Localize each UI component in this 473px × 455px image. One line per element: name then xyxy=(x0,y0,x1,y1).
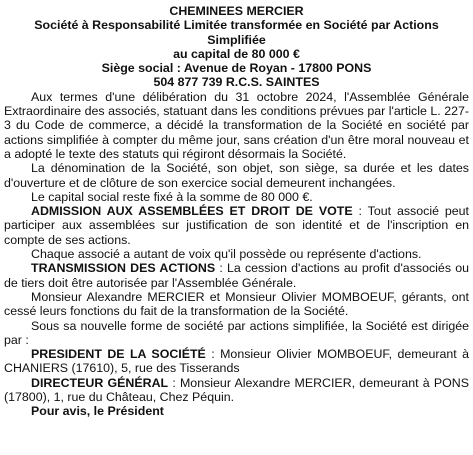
transmission-text: : La cession d'actions au profit d'associés ou de tiers doit être autorisée par l'Assemblée Générale. xyxy=(4,261,469,290)
closing-signature: Pour avis, le Président xyxy=(31,404,164,419)
company-form-line1: Société à Responsabilité Limitée transformée en Société par Actions xyxy=(34,18,439,33)
company-form-line2: Simplifiée xyxy=(207,32,266,47)
voting-paragraph: Chaque associé a autant de voix qu'il possède ou représente d'actions. xyxy=(31,247,422,262)
president-paragraph xyxy=(4,347,469,376)
managers-paragraph: Monsieur Alexandre MERCIER et Monsieur Olivier MOMBOEUF, gérants, ont cessé leurs fonctions du fait de la transformation de la Société. xyxy=(4,289,469,319)
company-rcs: 504 877 739 R.C.S. SAINTES xyxy=(153,75,320,90)
transmission-title: TRANSMISSION DES ACTIONS xyxy=(31,261,216,276)
capital-paragraph: Le capital social reste fixé à la somme de 80 000 €. xyxy=(31,189,313,204)
company-seat: Siège social : Avenue de Royan - 17800 PONS xyxy=(101,61,372,76)
admission-text: : Tout associé peut participer aux assemblées sur justification de son identité et de l'inscription en compte de ses actions. xyxy=(4,204,469,247)
director-general-text: : Monsieur Alexandre MERCIER, demeurant à PONS (17800), 1, rue du Château, Chez Péquin. xyxy=(4,375,469,405)
company-capital: au capital de 80 000 € xyxy=(173,46,300,61)
president-title: PRESIDENT DE LA SOCIÉTÉ xyxy=(31,347,206,362)
admission-paragraph xyxy=(4,204,469,247)
director-general-title: DIRECTEUR GÉNÉRAL xyxy=(31,375,169,390)
unchanged-items-paragraph: La dénomination de la Société, son objet, son siège, sa durée et les dates d'ouverture et de clôture de son exercice social demeurent inchangées. xyxy=(4,161,469,190)
admission-title: ADMISSION AUX ASSEMBLÉES ET DROIT DE VOTE xyxy=(31,204,353,219)
president-text: : Monsieur Olivier MOMBOEUF, demeurant à CHANIERS (17610), 5, rue des Tisserands xyxy=(4,347,469,376)
deliberation-paragraph: Aux termes d'une délibération du 31 octobre 2024, l'Assemblée Générale Extraordinaire des associés, statuant dans les conditions prévues par l'article L. 227-3 du Code de commerce, a décidé la transformation de la Société en société par actions simplifiée à compter du même jour, sans création d'un être moral nouveau et a adopté le texte des statuts qui régiront désormais la Société. xyxy=(4,89,469,161)
company-name: CHEMINEES MERCIER xyxy=(169,4,304,18)
transmission-paragraph xyxy=(4,261,469,290)
management-intro-paragraph: Sous sa nouvelle forme de société par actions simplifiée, la Société est dirigée par : xyxy=(4,318,469,347)
director-general-paragraph xyxy=(4,376,469,405)
